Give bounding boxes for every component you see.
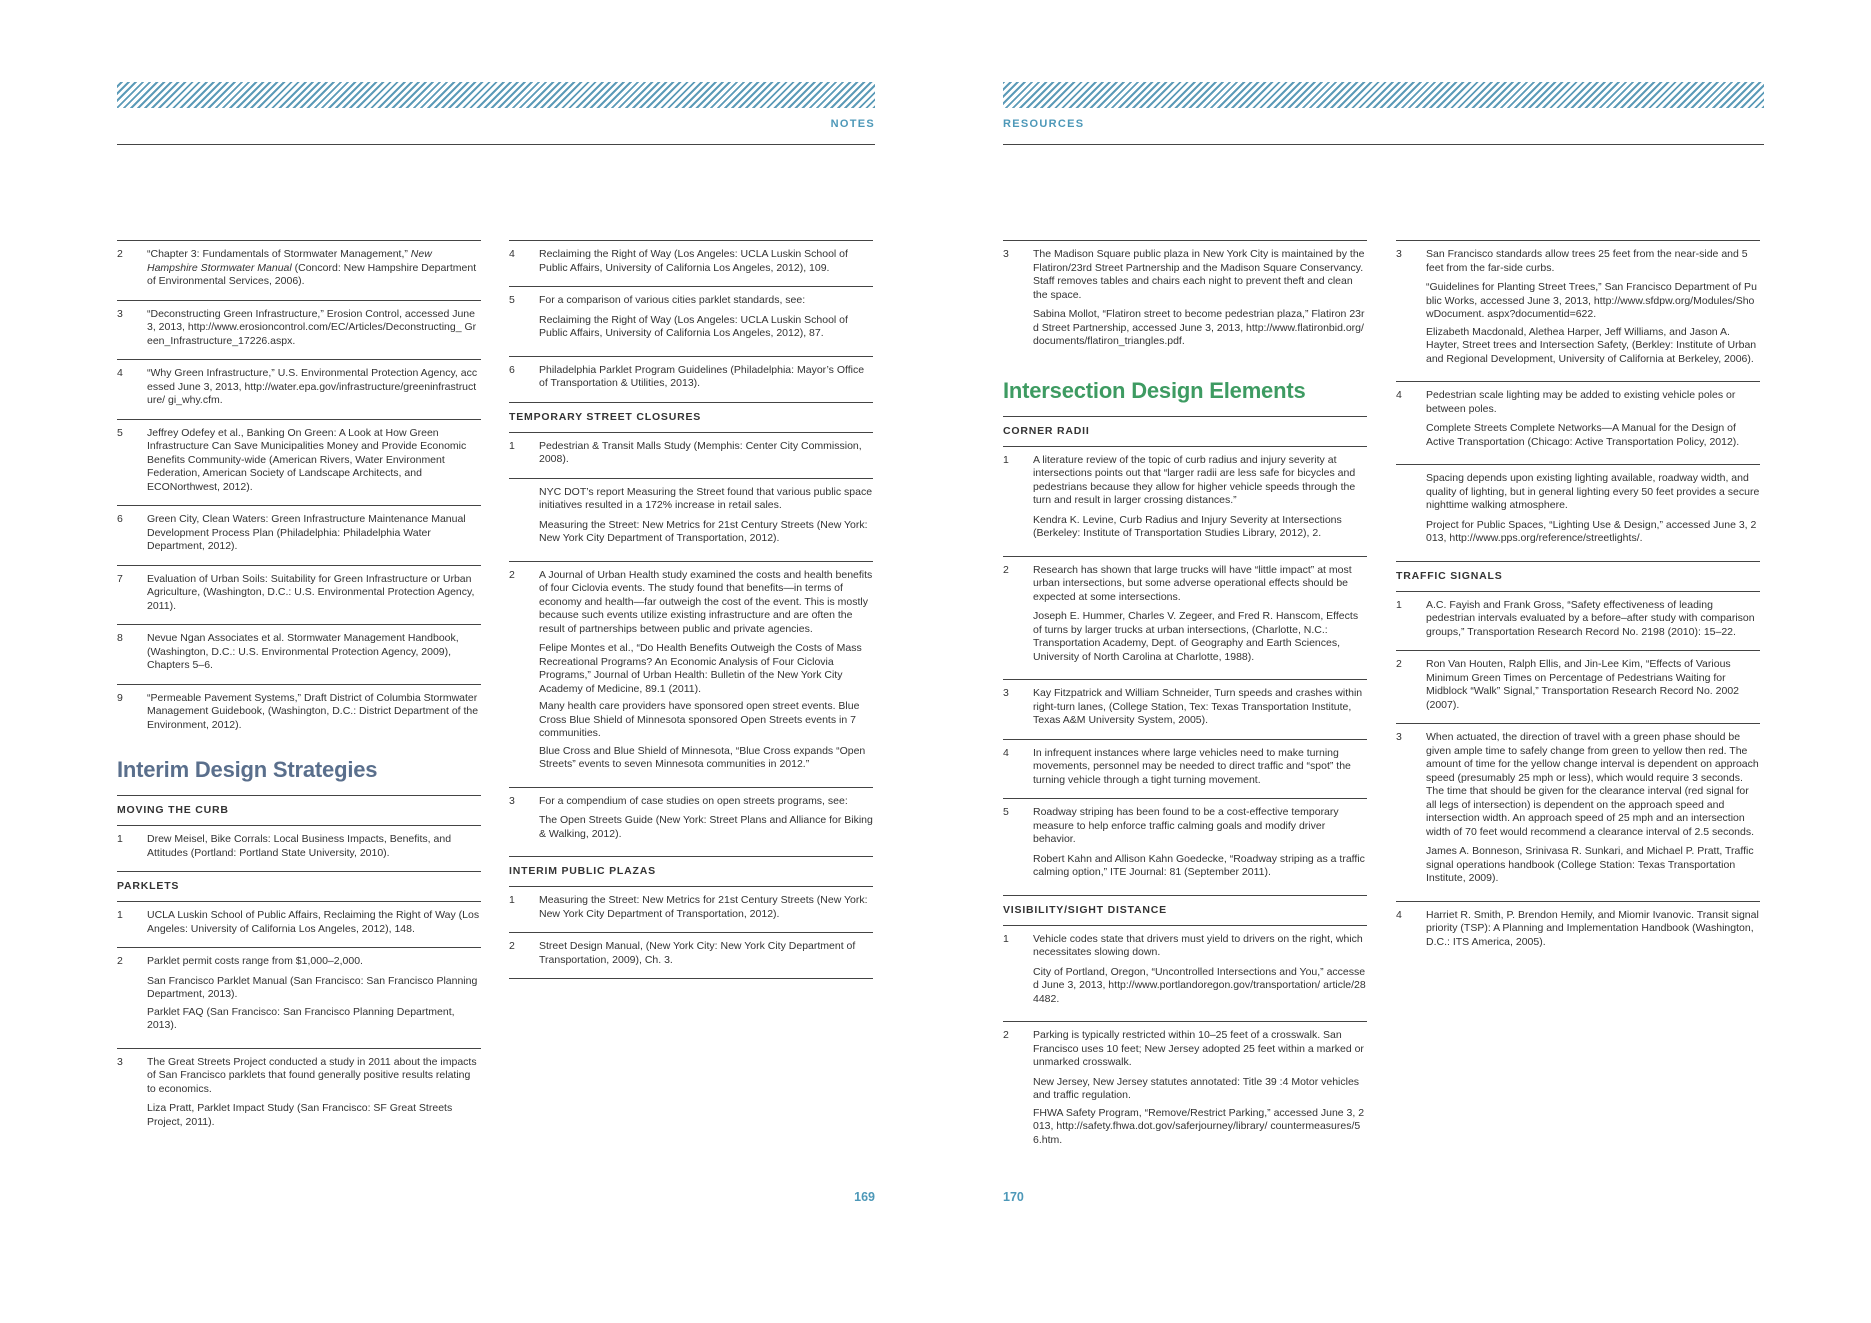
note-number: 2	[117, 248, 123, 260]
note-paragraph: Pedestrian & Transit Malls Study (Memphis: Center City Commission, 2008).	[539, 439, 862, 465]
note-number: 2	[509, 568, 515, 581]
note-item	[1003, 446, 1367, 556]
note-body	[1033, 564, 1367, 665]
note-item	[1003, 1021, 1367, 1162]
note-paragraph: Parklet FAQ (San Francisco: San Francisco Planning Department, 2013).	[147, 1005, 455, 1031]
subhead-corner-radii: CORNER RADII	[1003, 416, 1367, 446]
note-body	[147, 909, 481, 936]
note-paragraph: Measuring the Street: New Metrics for 21st Century Streets (New York: New York City Department of Transportation, 2012).	[539, 894, 868, 920]
note-number: 2	[1003, 1029, 1009, 1041]
note-body	[1033, 687, 1367, 728]
note-paragraph: A Journal of Urban Health study examined the costs and health benefits of four Ciclovia events. The study found that benefits—in terms of economy and health—far outweigh the cost of the event. This is mostly because such events utilize existing infrastructure and are often the result of partnerships between public and private agencies.	[539, 568, 873, 635]
note-body	[539, 795, 873, 842]
note-paragraph: Drew Meisel, Bike Corrals: Local Business Impacts, Benefits, and Attitudes (Portland: Portland State University, 2010).	[147, 833, 452, 859]
note-paragraph: James A. Bonneson, Srinivasa R. Sunkari, and Michael P. Pratt, Traffic signal operations handbook (College Station: Texas Transportation Institute, 2009).	[1426, 845, 1754, 884]
note-item	[509, 478, 873, 561]
note-item	[117, 300, 481, 360]
note-item	[117, 565, 481, 625]
note-item	[1396, 723, 1760, 901]
note-paragraph: Ron Van Houten, Ralph Ellis, and Jin-Lee Kim, “Effects of Various Minimum Green Times on Percentage of Pedestrians Waiting for Midblock “Walk” Signal,” Transportation Research Record No. 2002 (2007).	[1426, 658, 1739, 711]
note-paragraph: Pedestrian scale lighting may be added to existing vehicle poles or between poles.	[1426, 389, 1736, 415]
notes-list	[509, 240, 873, 402]
notes-list	[509, 886, 873, 978]
note-paragraph: Robert Kahn and Allison Kahn Goedecke, “Roadway striping as a traffic calming option,” ITE Journal: 81 (September 2011).	[1033, 852, 1365, 878]
note-paragraph: San Francisco standards allow trees 25 feet from the near-side and 5 feet from the far-side curbs.	[1426, 248, 1748, 274]
note-body	[1426, 248, 1760, 366]
note-body	[539, 940, 873, 967]
note-paragraph: San Francisco Parklet Manual (San Francisco: San Francisco Planning Department, 2013).	[147, 974, 478, 1000]
note-paragraph: Parklet permit costs range from $1,000–2,000.	[147, 955, 363, 967]
note-item	[509, 932, 873, 978]
note-item	[117, 359, 481, 419]
note-number: 6	[509, 363, 515, 376]
note-paragraph: Jeffrey Odefey et al., Banking On Green: A Look at How Green Infrastructure Can Save Municipalities Money and Provide Economic Benefits Community-wide (American Rivers, Water Environment Federation, American Society of Landscape Architects, and ECONorthwest, 2012).	[147, 426, 467, 493]
note-number: 2	[509, 940, 515, 952]
note-paragraph: “Guidelines for Planting Street Trees,” San Francisco Department of Public Works, accessed June 3, 2013, http://www.sfdpw.org/Modules/ShowDocument. aspx?documentid=622.	[1426, 281, 1757, 320]
note-number: 3	[117, 307, 123, 320]
note-number: 1	[509, 894, 515, 906]
note-item	[1396, 464, 1760, 561]
notes-list	[117, 240, 481, 743]
note-paragraph: “Deconstructing Green Infrastructure,” Erosion Control, accessed June 3, 2013, http://www.erosioncontrol.com/EC/Articles/Deconstructing_ Green_Infrastructure_17226.aspx.	[147, 307, 477, 347]
note-body	[1426, 389, 1760, 449]
note-paragraph: Nevue Ngan Associates et al. Stormwater Management Handbook, (Washington, D.C.: U.S. Environmental Protection Agency, 2009), Chapters 5–6.	[147, 632, 459, 671]
note-paragraph: Complete Streets Complete Networks—A Manual for the Design of Active Transportation (Chicago: Active Transportation Policy, 2012).	[1426, 422, 1740, 448]
subhead-interim-public-plazas: INTERIM PUBLIC PLAZAS	[509, 856, 873, 886]
note-body	[539, 364, 873, 391]
note-paragraph: Harriet R. Smith, P. Brendon Hemily, and Miomir Ivanovic. Transit signal priority (TSP): A Planning and Implementation Handbook (Washington, D.C.: ITS America, 2005).	[1426, 908, 1759, 948]
note-item	[117, 1048, 481, 1145]
note-paragraph: “Why Green Infrastructure,” U.S. Environmental Protection Agency, accessed June 3, 2013, http://water.epa.gov/infrastructure/greeninfrastructure/ gi_why.cfm.	[147, 367, 478, 406]
note-paragraph: Sabina Mollot, “Flatiron street to become pedestrian plaza,” Flatiron 23rd Street Partnership, accessed June 3, 2013, http://www.flatironbid.org/documents/flatiron_triangles.pdf.	[1033, 308, 1365, 347]
note-paragraph: In infrequent instances where large vehicles need to make turning movements, personnel may be needed to direct traffic and “spot” the turning vehicle through a tight turning movement.	[1033, 746, 1351, 786]
left-page	[0, 0, 935, 1323]
note-item	[1396, 381, 1760, 464]
note-item	[117, 419, 481, 506]
note-item	[509, 432, 873, 478]
note-paragraph: The Madison Square public plaza in New York City is maintained by the Flatiron/23rd Street Partnership and the Madison Square Conservancy. Staff removes tables and chairs each night to prevent theft and clean the space.	[1033, 248, 1365, 301]
note-number: 6	[117, 513, 123, 525]
note-body	[1033, 747, 1367, 788]
note-body	[1426, 731, 1760, 886]
note-item	[509, 787, 873, 857]
note-number: 2	[1396, 658, 1402, 670]
note-item	[117, 947, 481, 1048]
note-number: 5	[117, 426, 123, 439]
note-paragraph: When actuated, the direction of travel with a green phase should be given ample time to safely change from green to yellow then red. The amount of time for the yellow change interval is dependent on approach speed (presumably 25 mph or less), which would require 3 seconds. The time that should be given for the clearance interval (red signal for all legs of intersection) is dependent on the approach speed and intersection width. An approach speed of 25 mph and an intersection width of 70 feet would recommend a clearance interval of 2.5 seconds.	[1426, 731, 1759, 838]
note-item	[509, 356, 873, 402]
note-body	[147, 513, 481, 554]
note-text-segment: “Chapter 3: Fundamentals of Stormwater Management,”	[147, 248, 411, 260]
note-body	[1033, 454, 1367, 541]
header-label-notes: NOTES	[830, 118, 875, 130]
note-number: 3	[1396, 731, 1402, 743]
note-paragraph: For a comparison of various cities parklet standards, see:	[539, 294, 806, 306]
note-paragraph: Vehicle codes state that drivers must yield to drivers on the right, which necessitates slowing down.	[1033, 932, 1363, 958]
note-paragraph: Kendra K. Levine, Curb Radius and Injury Severity at Intersections (Berkeley: Institute of Transportation Studies Library, 2012), 2.	[1033, 513, 1342, 539]
notes-column-4	[1396, 240, 1760, 960]
note-number: 9	[117, 691, 123, 704]
note-body	[147, 308, 481, 349]
note-text-segment: (Concord: New Hampshire Department of Environmental Services, 2006).	[147, 261, 477, 287]
note-body	[1033, 933, 1367, 1007]
note-body	[147, 427, 481, 495]
note-body	[147, 573, 481, 614]
note-paragraph: Parking is typically restricted within 10–25 feet of a crosswalk. San Francisco uses 10 feet; New Jersey adopted 25 feet within a marked or unmarked crosswalk.	[1033, 1029, 1364, 1068]
notes-list	[1396, 591, 1760, 961]
note-item	[509, 286, 873, 356]
note-item	[1003, 798, 1367, 895]
note-paragraph: FHWA Safety Program, “Remove/Restrict Parking,” accessed June 3, 2013, http://safety.fhwa.dot.gov/saferjourney/library/ countermeasures/56.htm.	[1033, 1106, 1365, 1146]
note-item	[509, 561, 873, 787]
note-paragraph: “Permeable Pavement Systems,” Draft District of Columbia Stormwater Management Guidebook, (Washington, D.C.: District Department of the Environment, 2012).	[147, 691, 479, 731]
note-number: 1	[117, 909, 123, 921]
note-body	[539, 248, 873, 275]
section-title-interim-design: Interim Design Strategies	[117, 757, 378, 782]
note-number: 3	[117, 1055, 123, 1068]
note-paragraph: Project for Public Spaces, “Lighting Use & Design,” accessed June 3, 2013, http://www.pps.org/reference/streetlights/.	[1426, 518, 1757, 544]
note-item	[117, 825, 481, 871]
notes-list	[1003, 446, 1367, 895]
note-paragraph: Many health care providers have sponsored open street events. Blue Cross Blue Shield of Minnesota sponsored Open Streets events in 7 communities.	[539, 700, 860, 739]
note-number: 4	[1396, 389, 1402, 401]
note-paragraph: UCLA Luskin School of Public Affairs, Reclaiming the Right of Way (Los Angeles: University of California Los Angeles, 2012), 148.	[147, 909, 480, 935]
note-number: 1	[117, 833, 123, 845]
note-body	[147, 632, 481, 673]
subhead-temporary-street-closures: TEMPORARY STREET CLOSURES	[509, 402, 873, 432]
note-body	[147, 1056, 481, 1130]
note-number: 4	[1003, 746, 1009, 759]
note-number: 1	[1003, 932, 1009, 945]
note-item	[117, 505, 481, 565]
header-hatch-band	[117, 82, 875, 108]
note-paragraph: Elizabeth Macdonald, Alethea Harper, Jeff Williams, and Jason A. Hayter, Street trees and Intersection Safety, (Berkley: Institute of Urban and Regional Development, University of California at Berkeley, 2006).	[1426, 325, 1757, 365]
note-paragraph: Research has shown that large trucks will have “little impact” at most urban intersections, but some adverse operational effects should be expected at some intersections.	[1033, 563, 1352, 603]
header-hatch-band	[1003, 82, 1764, 108]
notes-column-2	[509, 240, 873, 979]
note-number: 3	[509, 794, 515, 807]
note-paragraph: NYC DOT’s report Measuring the Street found that various public space initiatives resulted in a 172% increase in retail sales.	[539, 485, 873, 511]
notes-list	[1396, 240, 1760, 561]
note-paragraph	[147, 248, 481, 289]
note-number: 1	[1003, 453, 1009, 466]
header-label-resources: RESOURCES	[1003, 118, 1085, 130]
subhead-visibility-sight-distance: VISIBILITY/SIGHT DISTANCE	[1003, 895, 1367, 925]
note-number: 2	[1003, 563, 1009, 576]
note-body	[147, 955, 481, 1033]
note-paragraph: Green City, Clean Waters: Green Infrastructure Maintenance Manual Development Process Plan (Philadelphia: Philadelphia Water Department, 2012).	[147, 513, 466, 552]
note-paragraph: For a compendium of case studies on open streets programs, see:	[539, 794, 848, 807]
notes-list	[1003, 240, 1367, 364]
note-body	[1426, 472, 1760, 546]
header-rule	[1003, 144, 1764, 145]
note-body	[1033, 806, 1367, 880]
note-item	[509, 240, 873, 286]
note-paragraph: The Open Streets Guide (New York: Street Plans and Alliance for Biking & Walking, 2012).	[539, 814, 873, 840]
column-end-rule	[509, 978, 873, 979]
note-item	[1003, 240, 1367, 364]
note-item	[1396, 650, 1760, 723]
note-paragraph: Roadway striping has been found to be a cost-effective temporary measure to help enforce traffic calming goals and modify driver behavior.	[1033, 806, 1339, 845]
note-item	[117, 240, 481, 300]
note-number: 2	[117, 955, 123, 967]
note-body	[539, 440, 873, 467]
notes-list	[117, 901, 481, 1144]
note-item	[117, 901, 481, 947]
note-number: 3	[1003, 248, 1009, 260]
note-paragraph: New Jersey, New Jersey statutes annotated: Title 39 :4 Motor vehicles and traffic regulation.	[1033, 1075, 1360, 1101]
note-item	[1396, 240, 1760, 381]
note-number: 4	[117, 367, 123, 379]
note-body	[1033, 248, 1367, 349]
note-item	[1396, 901, 1760, 961]
note-item	[1396, 591, 1760, 651]
note-item	[509, 886, 873, 932]
note-paragraph: Liza Pratt, Parklet Impact Study (San Francisco: SF Great Streets Project, 2011).	[147, 1102, 453, 1128]
page-number: 170	[1003, 1190, 1024, 1204]
note-body	[147, 248, 481, 289]
note-body	[147, 367, 481, 408]
note-item	[1003, 556, 1367, 680]
note-body	[1426, 658, 1760, 712]
notes-list	[117, 825, 481, 871]
note-number: 8	[117, 632, 123, 644]
page-number: 169	[854, 1190, 875, 1204]
note-body	[539, 894, 873, 921]
note-body	[1426, 909, 1760, 950]
note-item	[1003, 739, 1367, 799]
note-item	[1003, 925, 1367, 1022]
note-body	[1033, 1029, 1367, 1147]
note-paragraph: Blue Cross and Blue Shield of Minnesota, “Blue Cross expands “Open Streets” events to seven Minnesota communities in 2012.”	[539, 744, 866, 770]
note-item	[1003, 679, 1367, 739]
note-item	[117, 684, 481, 744]
note-number: 1	[509, 439, 515, 452]
note-paragraph: City of Portland, Oregon, “Uncontrolled Intersections and You,” accessed June 3, 2013, http://www.portlandoregon.gov/transportation/ article/284482.	[1033, 965, 1366, 1005]
note-paragraph: Felipe Montes et al., “Do Health Benefits Outweigh the Costs of Mass Recreational Programs? An Economic Analysis of Four Ciclovia Programs,” Journal of Urban Health: Bulletin of the New York City Academy of Medicine, 89.1 (2011).	[539, 642, 862, 695]
subhead-moving-the-curb: MOVING THE CURB	[117, 795, 481, 825]
note-paragraph: Spacing depends upon existing lighting available, roadway width, and quality of lighting, but in general lighting every 50 feet provides a secure nighttime walking atmosphere.	[1426, 472, 1760, 511]
note-item	[117, 624, 481, 684]
note-number: 5	[1003, 806, 1009, 818]
header-rule	[117, 144, 875, 145]
note-paragraph: Measuring the Street: New Metrics for 21st Century Streets (New York: New York City Department of Transportation, 2012).	[539, 518, 868, 544]
note-paragraph: A.C. Fayish and Frank Gross, “Safety effectiveness of leading pedestrian intervals evaluated by a before–after study with comparison groups,” Transportation Research Record No. 2198 (2010): 15–22.	[1426, 598, 1755, 638]
note-number: 3	[1396, 248, 1402, 260]
note-number: 4	[509, 248, 515, 260]
note-number: 5	[509, 294, 515, 306]
notes-list	[1003, 925, 1367, 1163]
note-body	[539, 486, 873, 546]
note-paragraph: The Great Streets Project conducted a study in 2011 about the impacts of San Francisco parklets that found generally positive results relating to economics.	[147, 1055, 477, 1095]
note-number: 7	[117, 572, 123, 585]
note-paragraph: Reclaiming the Right of Way (Los Angeles: UCLA Luskin School of Public Affairs, University of California Los Angeles, 2012), 109.	[539, 248, 848, 274]
note-paragraph: Kay Fitzpatrick and William Schneider, Turn speeds and crashes within right-turn lanes, (College Station, Tex: Texas Transportation Institute, Texas A&M University System, 2005).	[1033, 687, 1363, 726]
right-page	[935, 0, 1871, 1323]
subhead-parklets: PARKLETS	[117, 871, 481, 901]
note-paragraph: Street Design Manual, (New York City: New York City Department of Transportation, 2009), Ch. 3.	[539, 940, 856, 966]
notes-column-3	[1003, 240, 1367, 1162]
note-body	[147, 833, 481, 860]
notes-column-1	[117, 240, 481, 1144]
subhead-traffic-signals: TRAFFIC SIGNALS	[1396, 561, 1760, 591]
note-text-segment: New Hampshire Stormwater Manual	[147, 248, 432, 274]
notes-list	[509, 432, 873, 857]
note-paragraph: Philadelphia Parklet Program Guidelines (Philadelphia: Mayor’s Office of Transportation & Utilities, 2013).	[539, 363, 865, 389]
note-paragraph: A literature review of the topic of curb radius and injury severity at intersections points out that “larger radii are less safe for bicycles and pedestrians because they allow for higher vehicle speeds through the turn and result in larger crossing distances.”	[1033, 453, 1356, 506]
note-paragraph: Joseph E. Hummer, Charles V. Zegeer, and Fred R. Hanscom, Effects of turns by larger trucks at urban intersections, (Charlotte, N.C.: Transportation Academy, Dept. of Geography and Earth Sciences, University of North Carolina at Charlotte, 1988).	[1033, 610, 1359, 663]
note-body	[1426, 599, 1760, 640]
note-body	[147, 692, 481, 733]
section-title-intersection-design: Intersection Design Elements	[1003, 377, 1306, 403]
note-body	[539, 569, 873, 772]
note-number: 3	[1003, 687, 1009, 699]
note-paragraph: Reclaiming the Right of Way (Los Angeles: UCLA Luskin School of Public Affairs, University of California Los Angeles, 2012), 87.	[539, 313, 848, 339]
note-number: 1	[1396, 598, 1402, 611]
note-number: 4	[1396, 908, 1402, 921]
note-body	[539, 294, 873, 341]
note-paragraph: Evaluation of Urban Soils: Suitability for Green Infrastructure or Urban Agriculture, (Washington, D.C.: U.S. Environmental Protection Agency, 2011).	[147, 572, 475, 612]
